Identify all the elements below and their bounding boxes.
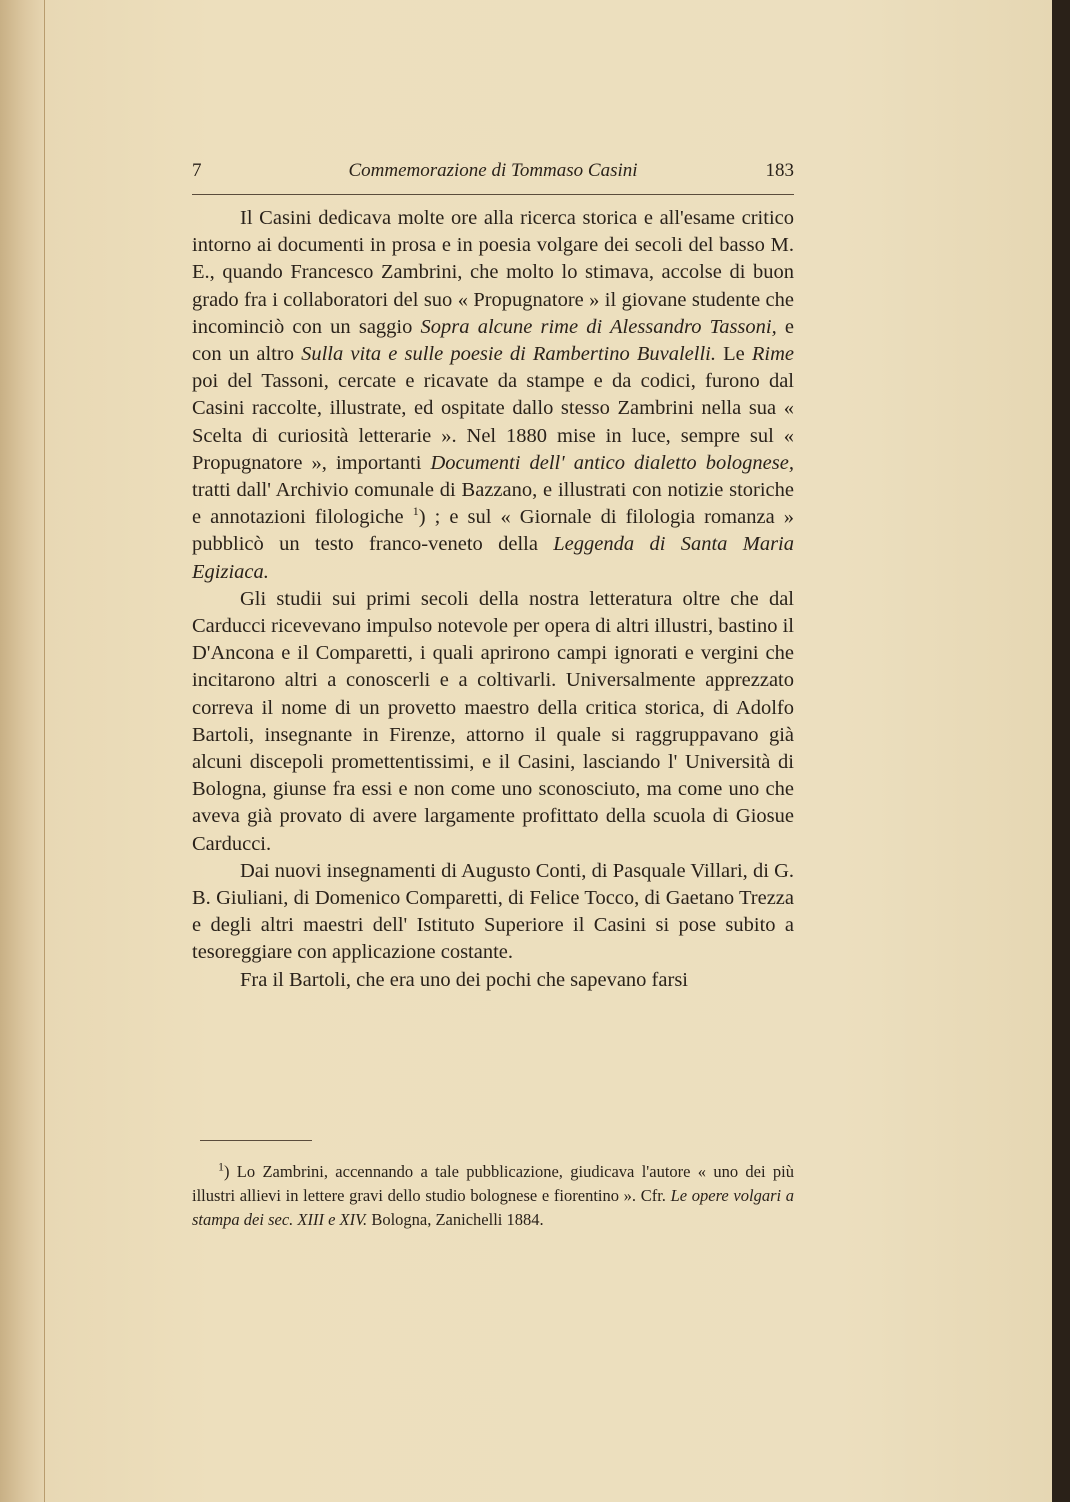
footnote-text (192, 1160, 794, 1231)
text-run: Il Casini dedicava molte ore alla ricerca storica e all'esame critico intorno ai documenti in prosa e in poesia volgare dei secoli del basso M. E., quando Francesco Zambrini, che molto lo stimava, accolse di buon grado fra i collaboratori del suo « Propugnatore » il giovane studente che incominciò con un saggio (192, 207, 794, 338)
footnote (192, 1160, 794, 1231)
page-header (192, 160, 794, 188)
page-edge-shadow (1052, 0, 1070, 1502)
paragraph (192, 967, 794, 994)
page-number: 183 (765, 160, 794, 181)
italic-title: Sulla vita e sulle poesie di Rambertino Buvalelli. (301, 343, 716, 366)
footnote-marker: 1 (412, 504, 419, 519)
footnote-marker: 1 (218, 1159, 224, 1174)
italic-title: Documenti dell' antico dialetto bolognese, (430, 451, 794, 474)
paragraph (192, 586, 794, 858)
text-run: ) Lo Zambrini, accennando a tale pubblicazione, giudicava l'autore « uno dei più illustri allievi in lettere gravi dello studio bolognese e fiorentino ». Cfr. (192, 1162, 794, 1205)
italic-title: Le opere volgari a stampa dei sec. XIII e XIV. (192, 1185, 795, 1229)
text-run: Le (715, 343, 752, 366)
italic-title: Leggenda di Santa Maria Egiziaca. (192, 533, 794, 583)
footnote-rule (200, 1140, 312, 1141)
body-text (192, 205, 794, 994)
paragraph (192, 858, 794, 967)
page-gutter (0, 0, 45, 1502)
text-run: Dai nuovi insegnamenti di Augusto Conti, di Pasquale Villari, di G. B. Giuliani, di Domenico Comparetti, di Felice Tocco, di Gaetano Trezza e degli altri maestri dell' Istituto Superiore il Casini si pose subito a tesoreggiare con applicazione costante. (192, 859, 794, 964)
text-run: tratti dall' Archivio comunale di Bazzano, e illustrati con notizie storiche e annotazioni filologiche (192, 479, 794, 529)
text-run: ) ; e sul « Giornale di filologia romanza » pubblicò un testo franco-veneto della (192, 506, 794, 556)
running-title: Commemorazione di Tommaso Casini (348, 160, 638, 181)
header-rule (192, 194, 794, 195)
italic-title: Sopra alcune rime di Alessandro Tassoni, (420, 315, 777, 338)
italic-title: Rime (751, 343, 795, 366)
text-run: Fra il Bartoli, che era uno dei pochi che sapevano farsi (240, 968, 688, 991)
paragraph (192, 205, 794, 586)
signature-number: 7 (192, 160, 202, 181)
text-run: Gli studii sui primi secoli della nostra letteratura oltre che dal Carducci ricevevano impulso notevole per opera di altri illustri, bastino il D'Ancona e il Comparetti, i quali aprirono campi ignorati e vergini che incitarono altri a conoscerli e a coltivarli. Universalmente apprezzato correva il nome di un provetto maestro della critica storica, di Adolfo Bartoli, insegnante in Firenze, attorno il quale si raggruppavano già alcuni discepoli promettentissimi, e il Casini, lasciando l' Università di Bologna, giunse fra essi e non come uno sconosciuto, ma come uno che aveva già provato di avere largamente profittato della scuola di Giosue Carducci. (192, 587, 794, 855)
text-run: Bologna, Zanichelli 1884. (367, 1209, 544, 1229)
text-run: e con un altro (192, 315, 794, 366)
text-run: poi del Tassoni, cercate e ricavate da stampe e da codici, furono dal Casini raccolte, illustrate, ed ospitate dallo stesso Zambrini nella sua « Scelta di curiosità letterarie ». Nel 1880 mise in luce, sempre sul « Propugnatore », importanti (192, 370, 794, 474)
